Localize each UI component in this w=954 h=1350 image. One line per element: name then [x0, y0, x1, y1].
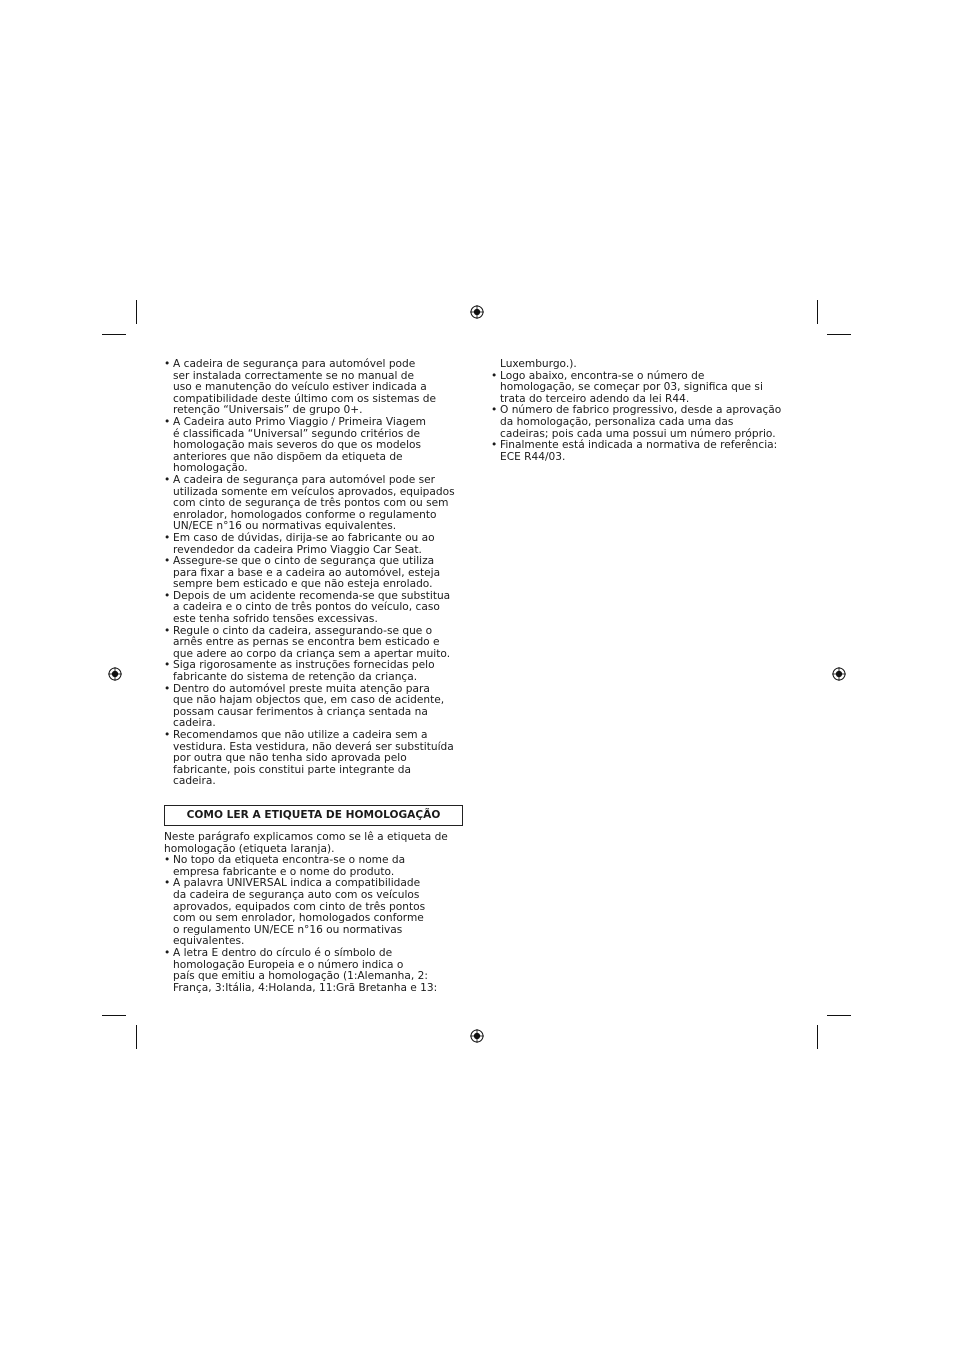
list-item-line: • Assegure-se que o cinto de segurança que utiliza — [173, 555, 435, 568]
left-column-lower — [164, 832, 469, 994]
list-item-line: • Regule o cinto da cadeira, assegurando-se que o — [173, 624, 433, 637]
list-item-line: • A cadeira de segurança para automóvel pode ser — [173, 473, 436, 486]
list-item-line: possam causar ferimentos à criança sentada na — [173, 705, 428, 718]
list-item-line: a cadeira e o cinto de três pontos do veículo, caso — [173, 601, 440, 614]
list-item-line: da homologação, personaliza cada uma das — [500, 415, 734, 428]
list-item-line: compatibilidade deste último com os sistemas de — [173, 392, 436, 405]
list-item-line: fabricante, pois constitui parte integrante da — [173, 763, 412, 776]
list-item-line: • O número de fabrico progressivo, desde a aprovação — [500, 404, 782, 417]
list-item — [164, 948, 469, 994]
list-item-line: • Depois de um acidente recomenda-se que substitua — [173, 589, 451, 602]
text-line: homologação (etiqueta laranja). — [164, 842, 335, 855]
list-item-line: • Logo abaixo, encontra-se o número de — [500, 369, 705, 382]
list-item-line: da cadeira de segurança auto com os veículos — [173, 888, 420, 901]
list-item-line: • No topo da etiqueta encontra-se o nome da — [173, 854, 406, 867]
list-item-line: • Em caso de dúvidas, dirija-se ao fabricante ou ao — [173, 531, 435, 544]
crop-mark — [136, 300, 137, 324]
list-item-line: com cinto de segurança de três pontos com ou sem — [173, 497, 449, 510]
list-item-line: empresa fabricante e o nome do produto. — [173, 865, 395, 878]
continuation-text: Luxemburgo.). — [500, 358, 577, 370]
list-item-line: cadeira. — [173, 717, 216, 730]
list-item-line: homologação Europeia e o número indica o — [173, 958, 404, 971]
registration-mark-icon — [832, 667, 846, 681]
list-item-line: que não hajam objectos que, em caso de acidente, — [173, 694, 445, 707]
list-item-line: com ou sem enrolador, homologados conforme — [173, 912, 424, 925]
crop-mark — [827, 334, 851, 335]
list-item-line: • A letra E dentro do círculo é o símbolo de — [173, 946, 393, 959]
registration-mark-icon — [108, 667, 122, 681]
list-item-line: que adere ao corpo da criança sem a apertar muito. — [173, 647, 451, 660]
list-item — [164, 730, 469, 788]
bullet-list — [164, 855, 469, 994]
list-item — [164, 591, 469, 626]
list-item-line: homologação mais severos do que os modelos — [173, 439, 422, 452]
list-item-line: este tenha sofrido tensões excessivas. — [173, 613, 378, 626]
crop-mark — [102, 334, 126, 335]
list-item-line: uso e manutenção do veículo estiver indicada a — [173, 381, 427, 394]
list-item — [164, 878, 469, 948]
list-item — [164, 359, 469, 417]
list-item-line: aprovados, equipados com cinto de três pontos — [173, 900, 426, 913]
crop-mark — [102, 1015, 126, 1016]
list-item-line: homologação, se começar por 03, significa que si — [500, 381, 763, 394]
list-item — [164, 533, 469, 556]
list-item-line: cadeira. — [173, 775, 216, 788]
list-item-line: retenção “Universais” de grupo 0+. — [173, 404, 363, 417]
list-item-line: país que emitiu a homologação (1:Alemanha, 2: — [173, 970, 428, 983]
list-item-line: vestidura. Esta vestidura, não deverá ser substituída — [173, 740, 454, 753]
list-item — [491, 371, 796, 406]
left-column-upper — [164, 359, 469, 788]
list-item — [164, 684, 469, 730]
registration-mark-icon — [470, 1029, 484, 1043]
list-item — [164, 626, 469, 661]
list-item-line: • Siga rigorosamente as instruções fornecidas pelo — [173, 659, 435, 672]
list-item-line: trata do terceiro adendo da lei R44. — [500, 392, 690, 405]
list-item — [164, 556, 469, 591]
list-item-line: • Recomendamos que não utilize a cadeira sem a — [173, 729, 428, 741]
list-item-line: ser instalada correctamente se no manual de — [173, 369, 415, 382]
list-item — [164, 855, 469, 878]
list-item-line: • A cadeira de segurança para automóvel pode — [173, 358, 416, 370]
list-item-line: por outra que não tenha sido aprovada pelo — [173, 752, 407, 765]
list-item — [164, 660, 469, 683]
list-item — [164, 475, 469, 533]
list-item-line: UN/ECE n°16 ou normativas equivalentes. — [173, 520, 397, 533]
registration-mark-icon — [470, 305, 484, 319]
crop-mark — [827, 1015, 851, 1016]
list-item-line: sempre bem esticado e que não esteja enrolado. — [173, 578, 433, 591]
text-line: Neste parágrafo explicamos como se lê a etiqueta de — [164, 831, 448, 843]
intro-paragraph — [164, 832, 469, 855]
list-item — [491, 440, 796, 463]
list-item-line: homologação. — [173, 462, 248, 475]
list-item-line: anteriores que não dispõem da etiqueta de — [173, 450, 403, 463]
list-item-line: para fixar a base e a cadeira ao automóvel, esteja — [173, 566, 441, 579]
list-item-line: utilizada somente em veículos aprovados, equipados — [173, 485, 455, 498]
list-item — [491, 405, 796, 440]
list-item-line: equivalentes. — [173, 935, 245, 948]
bullet-list — [164, 359, 469, 788]
list-item-line: França, 3:Itália, 4:Holanda, 11:Grã Bretanha e 13: — [173, 981, 438, 994]
list-item-line: • A palavra UNIVERSAL indica a compatibilidade — [173, 877, 421, 890]
list-item-line: ECE R44/03. — [500, 450, 566, 463]
list-item-line: • Dentro do automóvel preste muita atenção para — [173, 682, 430, 695]
list-item-line: fabricante do sistema de retenção da criança. — [173, 671, 418, 684]
list-item-line: cadeiras; pois cada uma possui um número próprio. — [500, 427, 776, 440]
bullet-list — [491, 371, 796, 464]
list-item-line: arnês entre as pernas se encontra bem esticado e — [173, 636, 440, 649]
crop-mark — [136, 1025, 137, 1049]
list-item-line: revendedor da cadeira Primo Viaggio Car Seat. — [173, 543, 422, 556]
crop-mark — [817, 300, 818, 324]
section-title: COMO LER A ETIQUETA DE HOMOLOGAÇÃO — [164, 805, 463, 826]
list-item-line: • A Cadeira auto Primo Viaggio / Primeira Viagem — [173, 415, 426, 428]
list-item-line: o regulamento UN/ECE n°16 ou normativas — [173, 923, 403, 936]
list-item-line: é classificada “Universal” segundo critérios de — [173, 427, 421, 440]
crop-mark — [817, 1025, 818, 1049]
list-item-line: • Finalmente está indicada a normativa de referência: — [500, 439, 778, 452]
list-item — [164, 417, 469, 475]
right-column — [491, 359, 796, 463]
list-item-line: enrolador, homologados conforme o regulamento — [173, 508, 437, 521]
